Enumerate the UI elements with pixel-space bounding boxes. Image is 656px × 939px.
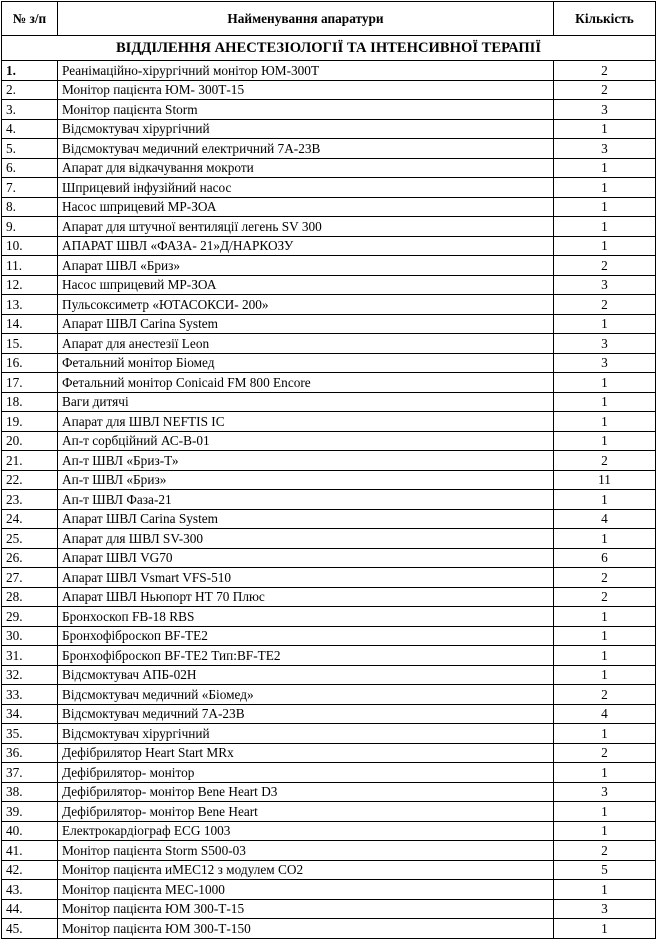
row-name: Монітор пацієнта Storm S500-03 <box>58 841 554 861</box>
row-quantity: 1 <box>554 119 656 139</box>
row-quantity: 5 <box>554 860 656 880</box>
section-row <box>2 36 656 61</box>
row-name: Ап-т ШВЛ «Бриз» <box>58 470 554 490</box>
row-number: 36. <box>2 743 58 763</box>
equipment-table <box>1 1 656 939</box>
table-row <box>2 470 656 490</box>
row-number: 24. <box>2 509 58 529</box>
row-name: Ап-т ШВЛ «Бриз-Т» <box>58 451 554 471</box>
table-row <box>2 353 656 373</box>
row-quantity: 2 <box>554 61 656 81</box>
table-row <box>2 782 656 802</box>
row-quantity: 2 <box>554 568 656 588</box>
table-row <box>2 587 656 607</box>
table-row <box>2 334 656 354</box>
row-name: Реанімаційно-хірургічний монітор ЮМ-300Т <box>58 61 554 81</box>
row-number: 12. <box>2 275 58 295</box>
row-number: 40. <box>2 821 58 841</box>
row-number: 7. <box>2 178 58 198</box>
row-number: 39. <box>2 802 58 822</box>
row-number: 45. <box>2 919 58 939</box>
row-name: Дефібрилятор- монітор Bene Heart D3 <box>58 782 554 802</box>
row-name: Пульсоксиметр «ЮТАСОКСИ- 200» <box>58 295 554 315</box>
row-name: Апарат ШВЛ Carina System <box>58 314 554 334</box>
row-number: 17. <box>2 373 58 393</box>
table-header-row <box>2 2 656 36</box>
table-row <box>2 548 656 568</box>
table-row <box>2 139 656 159</box>
row-number: 1. <box>2 61 58 81</box>
table-row <box>2 275 656 295</box>
row-quantity: 2 <box>554 685 656 705</box>
row-number: 33. <box>2 685 58 705</box>
row-quantity: 3 <box>554 899 656 919</box>
row-name: Апарат ШВЛ VG70 <box>58 548 554 568</box>
row-quantity: 1 <box>554 607 656 627</box>
row-number: 27. <box>2 568 58 588</box>
row-quantity: 1 <box>554 490 656 510</box>
row-quantity: 1 <box>554 665 656 685</box>
row-quantity: 3 <box>554 100 656 120</box>
table-row <box>2 217 656 237</box>
row-name: Дефібрилятор- монітор <box>58 763 554 783</box>
row-number: 14. <box>2 314 58 334</box>
row-name: АПАРАТ ШВЛ «ФАЗА- 21»Д/НАРКОЗУ <box>58 236 554 256</box>
row-quantity: 1 <box>554 392 656 412</box>
row-number: 35. <box>2 724 58 744</box>
row-name: Відсмоктувач медичний 7А-23В <box>58 704 554 724</box>
table-row <box>2 724 656 744</box>
row-quantity: 1 <box>554 314 656 334</box>
row-name: Дефібрилятор- монітор Bene Heart <box>58 802 554 822</box>
table-row <box>2 158 656 178</box>
table-row <box>2 392 656 412</box>
table-row <box>2 919 656 939</box>
table-row <box>2 626 656 646</box>
row-quantity: 1 <box>554 431 656 451</box>
row-name: Електрокардіограф ECG 1003 <box>58 821 554 841</box>
row-number: 15. <box>2 334 58 354</box>
row-name: Монітор пацієнта МЕС-1000 <box>58 880 554 900</box>
row-quantity: 2 <box>554 841 656 861</box>
row-quantity: 1 <box>554 626 656 646</box>
row-quantity: 3 <box>554 139 656 159</box>
row-name: Бронхоскоп FB-18 RBS <box>58 607 554 627</box>
row-name: Фетальний монітор Біомед <box>58 353 554 373</box>
row-quantity: 2 <box>554 256 656 276</box>
header-qty: Кількість <box>554 2 656 36</box>
row-quantity: 1 <box>554 821 656 841</box>
table-row <box>2 646 656 666</box>
table-row <box>2 256 656 276</box>
table-row <box>2 821 656 841</box>
row-quantity: 4 <box>554 704 656 724</box>
row-number: 5. <box>2 139 58 159</box>
row-number: 44. <box>2 899 58 919</box>
header-name: Найменування апаратури <box>58 2 554 36</box>
row-number: 26. <box>2 548 58 568</box>
table-row <box>2 529 656 549</box>
row-name: Ап-т сорбційний АС-В-01 <box>58 431 554 451</box>
row-name: Фетальний монітор Conicaid FM 800 Encore <box>58 373 554 393</box>
row-number: 38. <box>2 782 58 802</box>
row-quantity: 1 <box>554 178 656 198</box>
table-row <box>2 490 656 510</box>
row-name: Відсмоктувач АПБ-02Н <box>58 665 554 685</box>
row-quantity: 1 <box>554 802 656 822</box>
row-number: 18. <box>2 392 58 412</box>
row-number: 37. <box>2 763 58 783</box>
table-row <box>2 412 656 432</box>
table-row <box>2 763 656 783</box>
table-row <box>2 880 656 900</box>
row-name: Апарат для штучної вентиляції легень SV 300 <box>58 217 554 237</box>
row-name: Монітор пацієнта иМЕС12 з модулем СО2 <box>58 860 554 880</box>
table-row <box>2 178 656 198</box>
row-quantity: 1 <box>554 763 656 783</box>
row-number: 13. <box>2 295 58 315</box>
table-row <box>2 704 656 724</box>
row-name: Бронхофіброскоп BF-TE2 <box>58 626 554 646</box>
row-name: Насос шприцевий МР-ЗОА <box>58 197 554 217</box>
row-number: 6. <box>2 158 58 178</box>
row-name: Відсмоктувач хірургічний <box>58 119 554 139</box>
row-quantity: 1 <box>554 373 656 393</box>
row-number: 23. <box>2 490 58 510</box>
row-number: 2. <box>2 80 58 100</box>
row-quantity: 2 <box>554 451 656 471</box>
row-name: Апарат для ШВЛ SV-300 <box>58 529 554 549</box>
row-quantity: 1 <box>554 529 656 549</box>
row-quantity: 1 <box>554 646 656 666</box>
row-quantity: 2 <box>554 587 656 607</box>
row-number: 16. <box>2 353 58 373</box>
table-row <box>2 860 656 880</box>
row-name: Апарат для ШВЛ NEFTIS IC <box>58 412 554 432</box>
row-name: Апарат ШВЛ Vsmart VFS-510 <box>58 568 554 588</box>
row-number: 11. <box>2 256 58 276</box>
row-quantity: 1 <box>554 880 656 900</box>
row-quantity: 3 <box>554 782 656 802</box>
row-quantity: 3 <box>554 334 656 354</box>
table-row <box>2 197 656 217</box>
row-quantity: 2 <box>554 743 656 763</box>
row-number: 28. <box>2 587 58 607</box>
row-quantity: 1 <box>554 158 656 178</box>
row-quantity: 6 <box>554 548 656 568</box>
row-quantity: 3 <box>554 353 656 373</box>
row-number: 34. <box>2 704 58 724</box>
row-name: Шприцевий інфузійний насос <box>58 178 554 198</box>
row-quantity: 1 <box>554 919 656 939</box>
table-row <box>2 685 656 705</box>
header-num: № з/п <box>2 2 58 36</box>
row-number: 3. <box>2 100 58 120</box>
row-quantity: 1 <box>554 197 656 217</box>
row-number: 21. <box>2 451 58 471</box>
section-title: ВІДДІЛЕННЯ АНЕСТЕЗІОЛОГІЇ ТА ІНТЕНСИВНОЇ ТЕРАПІЇ <box>2 36 656 61</box>
table-row <box>2 509 656 529</box>
row-quantity: 2 <box>554 80 656 100</box>
row-number: 29. <box>2 607 58 627</box>
row-name: Бронхофіброскоп BF-TE2 Тип:BF-TE2 <box>58 646 554 666</box>
row-name: Насос шприцевий МР-ЗОА <box>58 275 554 295</box>
table-row <box>2 295 656 315</box>
row-number: 42. <box>2 860 58 880</box>
table-row <box>2 119 656 139</box>
table-row <box>2 451 656 471</box>
row-quantity: 11 <box>554 470 656 490</box>
row-name: Монітор пацієнта ЮМ- 300Т-15 <box>58 80 554 100</box>
row-number: 8. <box>2 197 58 217</box>
table-row <box>2 373 656 393</box>
table-row <box>2 665 656 685</box>
row-number: 9. <box>2 217 58 237</box>
table-row <box>2 568 656 588</box>
table-row <box>2 743 656 763</box>
row-name: Апарат для анестезії Leon <box>58 334 554 354</box>
row-name: Монітор пацієнта ЮМ 300-Т-150 <box>58 919 554 939</box>
row-name: Монітор пацієнта ЮМ 300-Т-15 <box>58 899 554 919</box>
table-row <box>2 431 656 451</box>
row-name: Відсмоктувач медичний електричний 7А-23В <box>58 139 554 159</box>
table-row <box>2 314 656 334</box>
row-quantity: 1 <box>554 217 656 237</box>
row-name: Відсмоктувач медичний «Біомед» <box>58 685 554 705</box>
row-number: 25. <box>2 529 58 549</box>
row-name: Апарат ШВЛ «Бриз» <box>58 256 554 276</box>
row-name: Апарат ШВЛ Ньюпорт НТ 70 Плюс <box>58 587 554 607</box>
row-name: Дефібрилятор Heart Start MRx <box>58 743 554 763</box>
row-number: 30. <box>2 626 58 646</box>
row-name: Ап-т ШВЛ Фаза-21 <box>58 490 554 510</box>
row-number: 31. <box>2 646 58 666</box>
table-row <box>2 899 656 919</box>
row-quantity: 2 <box>554 295 656 315</box>
row-number: 20. <box>2 431 58 451</box>
row-name: Ваги дитячі <box>58 392 554 412</box>
table-row <box>2 802 656 822</box>
row-name: Монітор пацієнта Storm <box>58 100 554 120</box>
row-quantity: 1 <box>554 412 656 432</box>
row-number: 10. <box>2 236 58 256</box>
table-row <box>2 61 656 81</box>
row-quantity: 3 <box>554 275 656 295</box>
row-quantity: 4 <box>554 509 656 529</box>
row-number: 4. <box>2 119 58 139</box>
row-number: 41. <box>2 841 58 861</box>
table-row <box>2 841 656 861</box>
row-number: 43. <box>2 880 58 900</box>
table-row <box>2 236 656 256</box>
table-row <box>2 100 656 120</box>
row-number: 19. <box>2 412 58 432</box>
row-number: 32. <box>2 665 58 685</box>
table-row <box>2 80 656 100</box>
row-number: 22. <box>2 470 58 490</box>
table-row <box>2 607 656 627</box>
row-name: Апарат для відкачування мокроти <box>58 158 554 178</box>
row-name: Апарат ШВЛ Carina System <box>58 509 554 529</box>
row-name: Відсмоктувач хірургічний <box>58 724 554 744</box>
row-quantity: 1 <box>554 236 656 256</box>
row-quantity: 1 <box>554 724 656 744</box>
